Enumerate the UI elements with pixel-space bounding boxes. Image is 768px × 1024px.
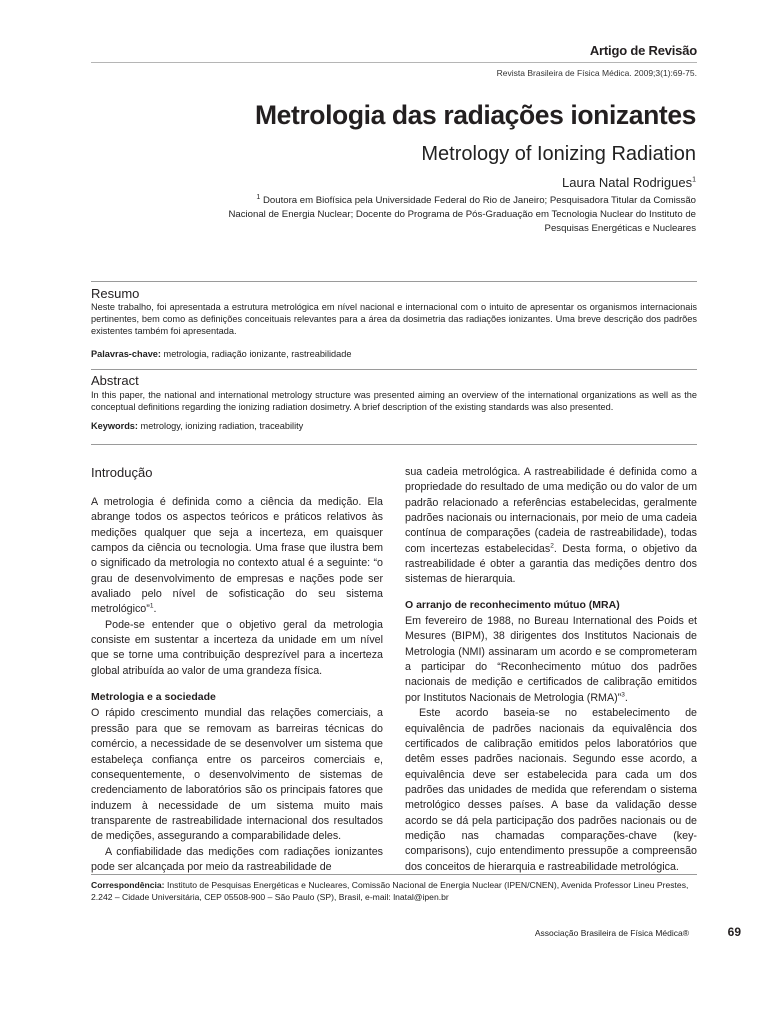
citation-ref: 3 bbox=[621, 691, 625, 699]
header-rule bbox=[91, 62, 697, 63]
paragraph-text: . bbox=[624, 691, 628, 704]
abstract-heading: Abstract bbox=[91, 373, 139, 388]
citation-ref: 1 bbox=[149, 602, 154, 610]
paragraph bbox=[91, 495, 383, 618]
paragraph-text: sua cadeia metrológica. A rastreabilidade é definida como a propriedade do resultado de uma medição ou do valor de um padrão relacionado a referências estabelecidas, geralmente padrões nacionais ou internacionais, por meio de uma cadeia contínua de comparações (cadeia de rastreabilidade), todas com incertezas estabelecidas bbox=[405, 466, 697, 555]
section-label: Artigo de Revisão bbox=[589, 43, 697, 58]
abstract-keywords bbox=[91, 420, 303, 432]
paragraph-text: Em fevereiro de 1988, no Bureau International des Poids et Mesures (BIPM), 38 dirigentes dos Institutos Nacionais de Metrologia (NMI) assinaram um acordo e se comprometeram a participar do “Reconhecimento mútuo dos padrões nacionais de medição e certificados de calibração emitidos por Institutos Nacionais de Metrologia (RMA)” bbox=[405, 615, 697, 704]
resumo-heading: Resumo bbox=[91, 286, 140, 301]
subsection-heading: Metrologia e a sociedade bbox=[91, 691, 216, 704]
affiliation-text: Doutora em Biofísica pela Universidade Federal do Rio de Janeiro; Pesquisadora Titular da Comissão Nacional de Energia Nuclear; Docente do Programa de Pós-Graduação em Tecnologia Nuclear do Instituto de Pesquisas Energéticas e Nucleares bbox=[228, 195, 696, 235]
body-rule bbox=[91, 444, 697, 445]
paragraph-text: . bbox=[153, 603, 157, 616]
affiliation-marker: 1 bbox=[256, 193, 261, 201]
page-number: 69 bbox=[727, 925, 741, 939]
abstract-keywords-label: Keywords: bbox=[91, 421, 138, 431]
paragraph-text: . Desta forma, o objetivo da rastreabilidade é obter a garantia das medições dentro dos sistemas de hierarquia. bbox=[405, 542, 697, 586]
author-line bbox=[562, 175, 696, 190]
author-name: Laura Natal Rodrigues bbox=[562, 175, 693, 190]
correspondence-note bbox=[91, 879, 697, 903]
resumo-rule bbox=[91, 281, 697, 282]
resumo-keywords-list: metrologia, radiação ionizante, rastreabilidade bbox=[163, 349, 352, 359]
article-title-english: Metrology of Ionizing Radiation bbox=[421, 143, 696, 165]
author-marker: 1 bbox=[692, 176, 696, 184]
left-column bbox=[91, 495, 383, 875]
paragraph-text: A metrologia é definida como a ciência da medição. Ela abrange todos os aspectos teóricos e práticos relativos às medições qualquer que seja a incerteza, em quaisquer campos da ciência ou tecnologia. Uma frase que ilustra bem o significado da metrologia no contexto atual é a seguinte: “o grau de desenvolvimento de empresas e nações pode ser avaliado pelo nível de sofisticação do seu sistema metrológico” bbox=[91, 496, 383, 616]
journal-reference: Revista Brasileira de Física Médica. 2009;3(1):69-75. bbox=[496, 68, 697, 78]
abstract-text: In this paper, the national and international metrology structure was presented aiming an overview of the international organizations as well as the conceptual definitions regarding the ionizing radiation dosimetry. A brief description of the existing standards was also presented. bbox=[91, 390, 697, 413]
abstract-keywords-list: metrology, ionizing radiation, traceability bbox=[140, 421, 304, 431]
paragraph: Este acordo baseia-se no estabelecimento de equivalência de padrões nacionais da equivalência dos certificados de calibração emitidos pelos laboratórios que detêm esses padrões nacionais. Segundo esse acordo, a equivalência deve ser estabelecida para cada um dos padrões das unidades de medida que referendam o sistema metrológico desses países. A base da validação desse acordo se dá pela participação dos padrões nacionais ou de medição nas chamadas comparações-chave (key-comparisons), cujo entendimento pressupõe a compreensão dos conceitos de hierarquia e rastreabilidade metrológica. bbox=[405, 707, 697, 873]
citation-ref: 2 bbox=[550, 542, 554, 550]
author-affiliation bbox=[226, 194, 696, 237]
article-title: Metrologia das radiações ionizantes bbox=[254, 100, 696, 130]
subsection-heading: O arranjo de reconhecimento mútuo (MRA) bbox=[405, 598, 620, 611]
correspondence-label: Correspondência: bbox=[91, 880, 165, 890]
resumo-keywords-label: Palavras-chave: bbox=[91, 349, 161, 359]
resumo-text: Neste trabalho, foi apresentada a estrutura metrológica em nível nacional e internacional com o intuito de apresentar os organismos internacionais pertinentes, bem como as definições conceituais relevantes para a área da dosimetria das radiações ionizantes. Uma breve descrição dos padrões existentes também foi apresentada. bbox=[91, 302, 697, 337]
paragraph: O rápido crescimento mundial das relações comerciais, a pressão para que se removam as barreiras técnicas do comércio, a necessidade de se desenvolver um sistema que estabeleça confiança entre os parceiros comerciais e, consequentemente, o desenvolvimento de sistemas de credenciamento de laboratórios são os principais fatores que induzem à necessidade de um sistema muito mais transparente de rastreabilidade internacional dos resultados de medições, assegurando a comparabilidade deles. bbox=[91, 707, 383, 843]
paragraph: Pode-se entender que o objetivo geral da metrologia consiste em sustentar a incerteza da unidade em um nível que se torne uma contribuição desprezível para a incerteza global atribuída ao valor de uma grandeza física. bbox=[91, 618, 383, 677]
resumo-keywords bbox=[91, 348, 352, 360]
footer-rule bbox=[91, 874, 697, 875]
intro-heading: Introdução bbox=[91, 465, 153, 480]
right-column bbox=[405, 465, 697, 875]
abstract-rule bbox=[91, 369, 697, 370]
paragraph bbox=[405, 465, 697, 588]
correspondence-text: Instituto de Pesquisas Energéticas e Nucleares, Comissão Nacional de Energia Nuclear (IPEN/CNEN), Avenida Professor Lineu Prestes, 2.242 – Cidade Universitária, CEP 05508-900 – São Paulo (SP), Brasil, e-mail: lnatal@ipen.br bbox=[91, 880, 689, 903]
paragraph bbox=[405, 614, 697, 706]
paragraph: A confiabilidade das medições com radiações ionizantes pode ser alcançada por meio da rastreabilidade de bbox=[91, 845, 383, 873]
publisher-name: Associação Brasileira de Física Médica® bbox=[534, 928, 689, 938]
